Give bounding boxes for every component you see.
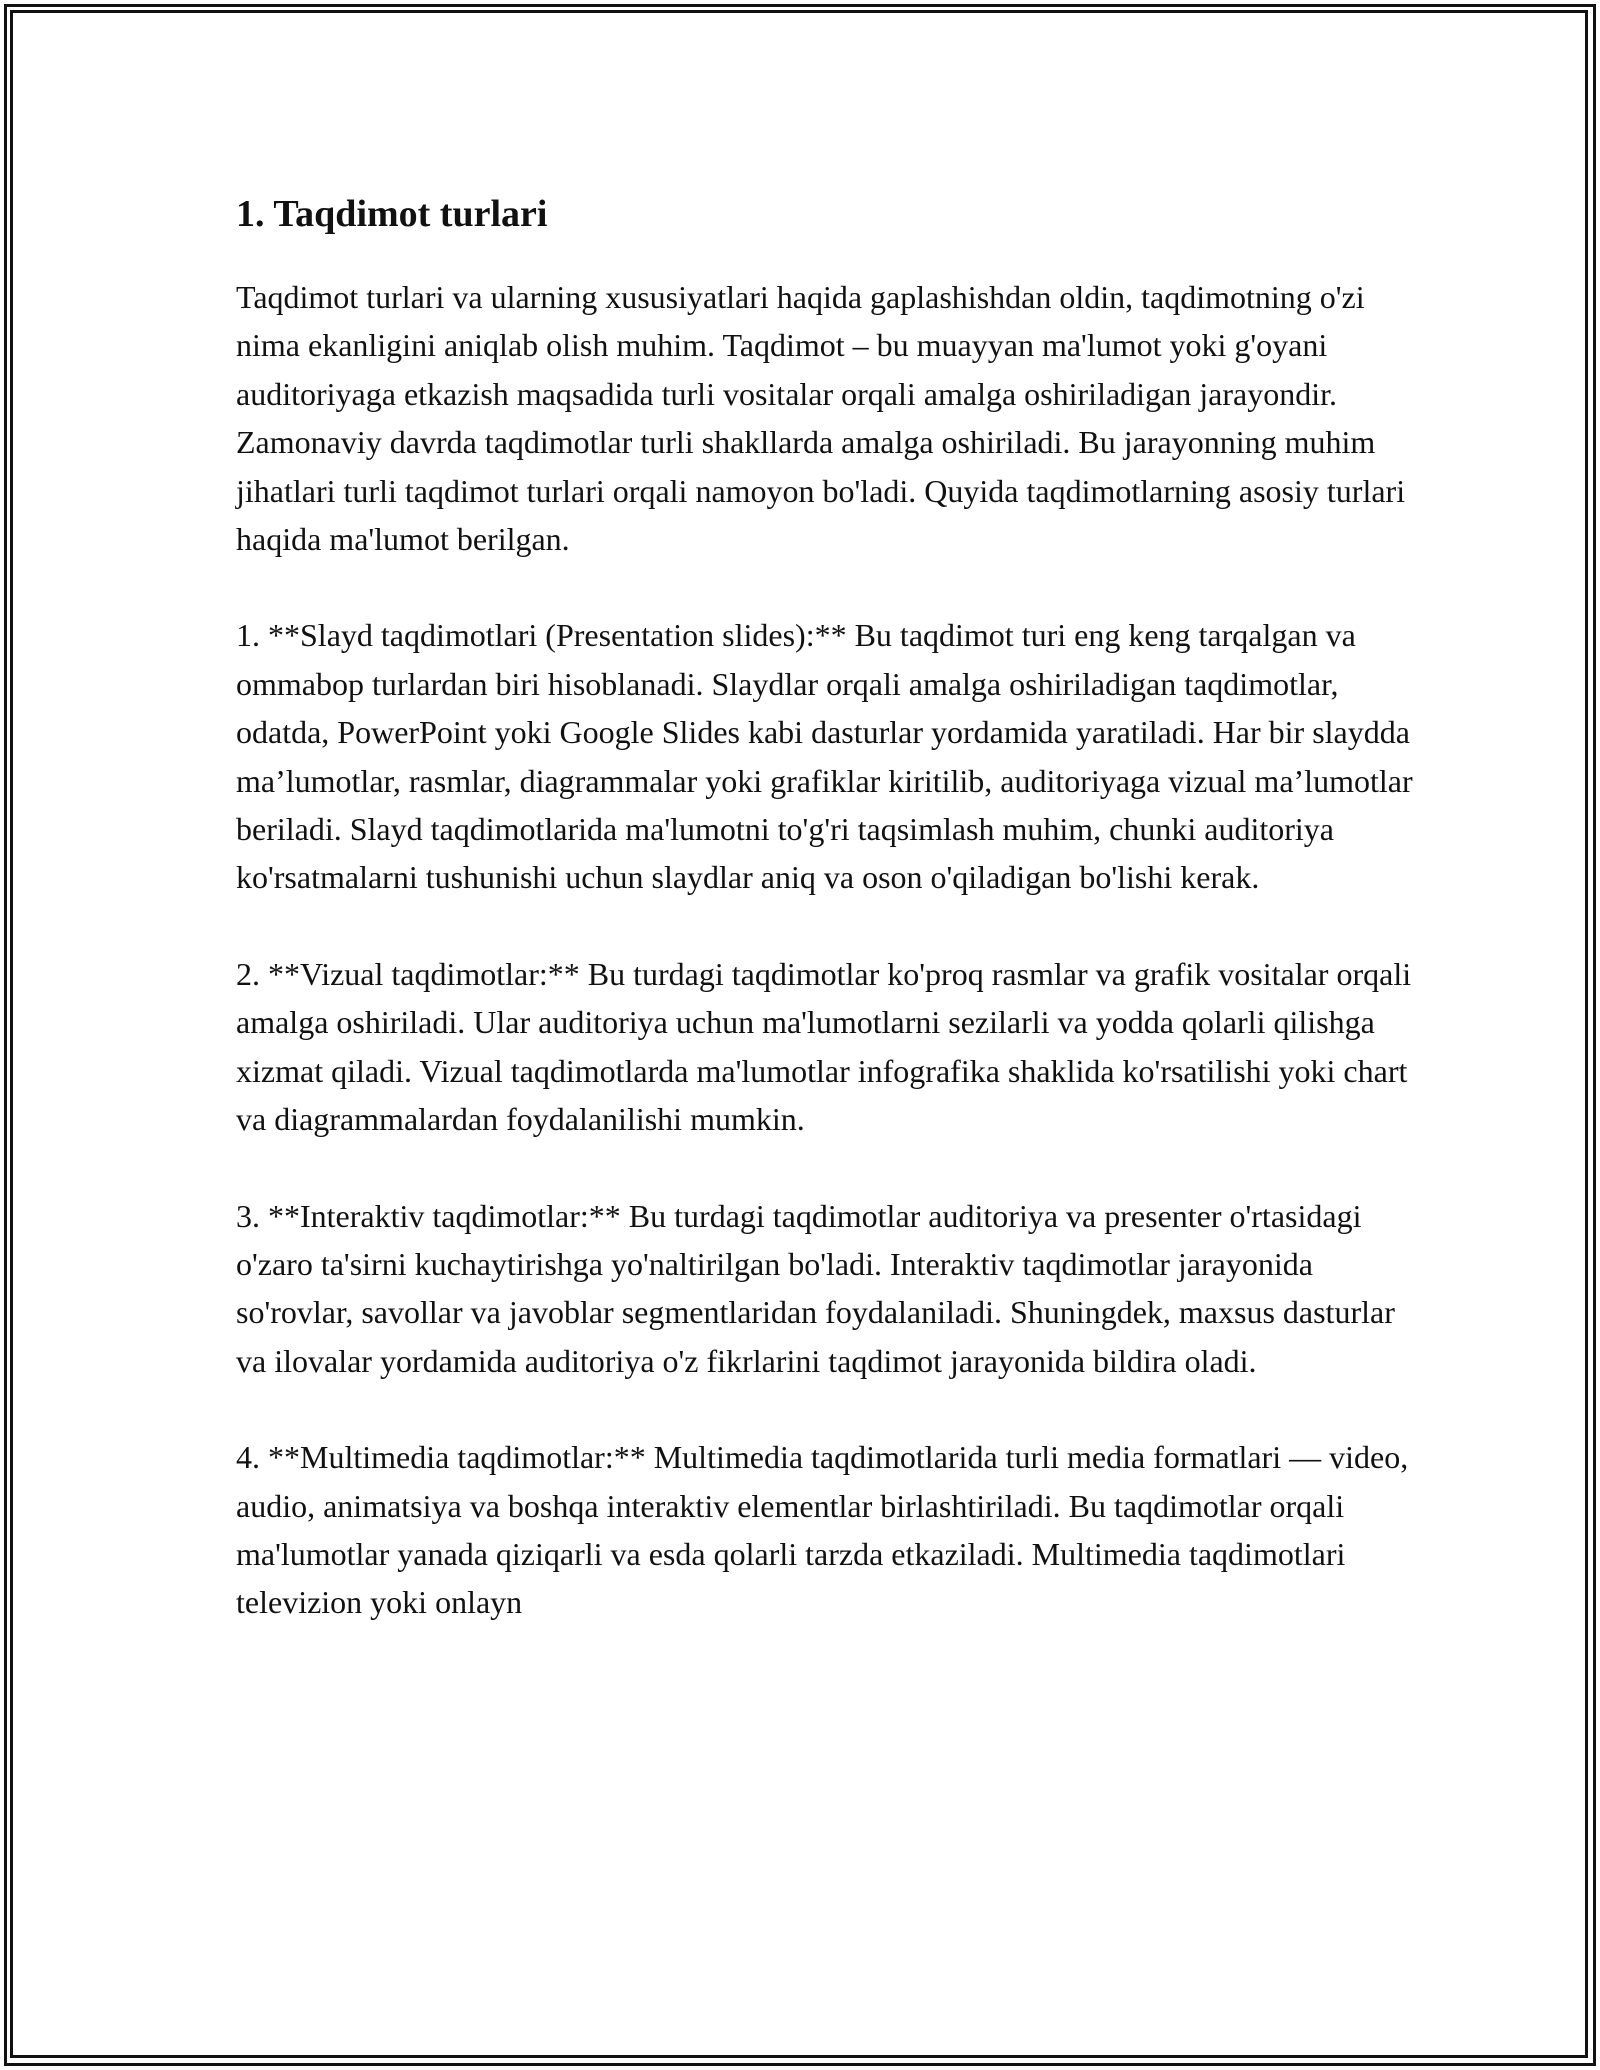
- section-heading: 1. Taqdimot turlari: [236, 193, 548, 235]
- paragraph-visual-presentations: 2. **Vizual taqdimotlar:** Bu turdagi taqdimotlar ko'proq rasmlar va grafik vositalar orqali amalga oshiriladi. Ular auditoriya uchun ma'lumotlarni sezilarli va yodda qolarli qilishga xizmat qiladi. Vizual taqdimotlarda ma'lumotlar infografika shaklida ko'rsatilishi yoki chart va diagrammalardan foydalanilishi mumkin.: [236, 955, 1412, 1138]
- paragraph-multimedia-presentations: 4. **Multimedia taqdimotlar:** Multimedia taqdimotlarida turli media formatlari — video, audio, animatsiya va boshqa interaktiv elementlar birlashtiriladi. Bu taqdimotlar orqali ma'lumotlar yanada qiziqarli va esda qolarli tarzda etkaziladi. Multimedia taqdimotlari televizion yoki onlayn: [236, 1439, 1409, 1621]
- intro-paragraph: Taqdimot turlari va ularning xususiyatlari haqida gaplashishdan oldin, taqdimotning o'zi nima ekanligini aniqlab olish muhim. Taqdimot – bu muayyan ma'lumot yoki g'oyani auditoriyaga etkazish maqsadida turli vositalar orqali amalga oshiriladigan jarayondir. Zamonaviy davrda taqdimotlar turli shakllarda amalga oshiriladi. Bu jarayonning muhim jihatlari turli taqdimot turlari orqali namoyon bo'ladi. Quyida taqdimotlarning asosiy turlari haqida ma'lumot berilgan.: [236, 279, 1406, 558]
- document-body: [236, 190, 1416, 1675]
- paragraph-slide-presentations: 1. **Slayd taqdimotlari (Presentation slides):** Bu taqdimot turi eng keng tarqalgan va ommabop turlardan biri hisoblanadi. Slaydlar orqali amalga oshiriladigan taqdimotlar, odatda, PowerPoint yoki Google Slides kabi dasturlar yordamida yaratiladi. Har bir slaydda ma’lumotlar, rasmlar, diagrammalar yoki grafiklar kiritilib, auditoriyaga vizual ma’lumotlar beriladi. Slayd taqdimotlarida ma'lumotni to'g'ri taqsimlash muhim, chunki auditoriya ko'rsatmalarni tushunishi uchun slaydlar aniq va oson o'qiladigan bo'lishi kerak.: [236, 617, 1413, 896]
- paragraph-interactive-presentations: 3. **Interaktiv taqdimotlar:** Bu turdagi taqdimotlar auditoriya va presenter o'rtasidagi o'zaro ta'sirni kuchaytirishga yo'naltirilgan bo'ladi. Interaktiv taqdimotlar jarayonida so'rovlar, savollar va javoblar segmentlaridan foydalaniladi. Shuningdek, maxsus dasturlar va ilovalar yordamida auditoriya o'z fikrlarini taqdimot jarayonida bildira oladi.: [236, 1197, 1395, 1379]
